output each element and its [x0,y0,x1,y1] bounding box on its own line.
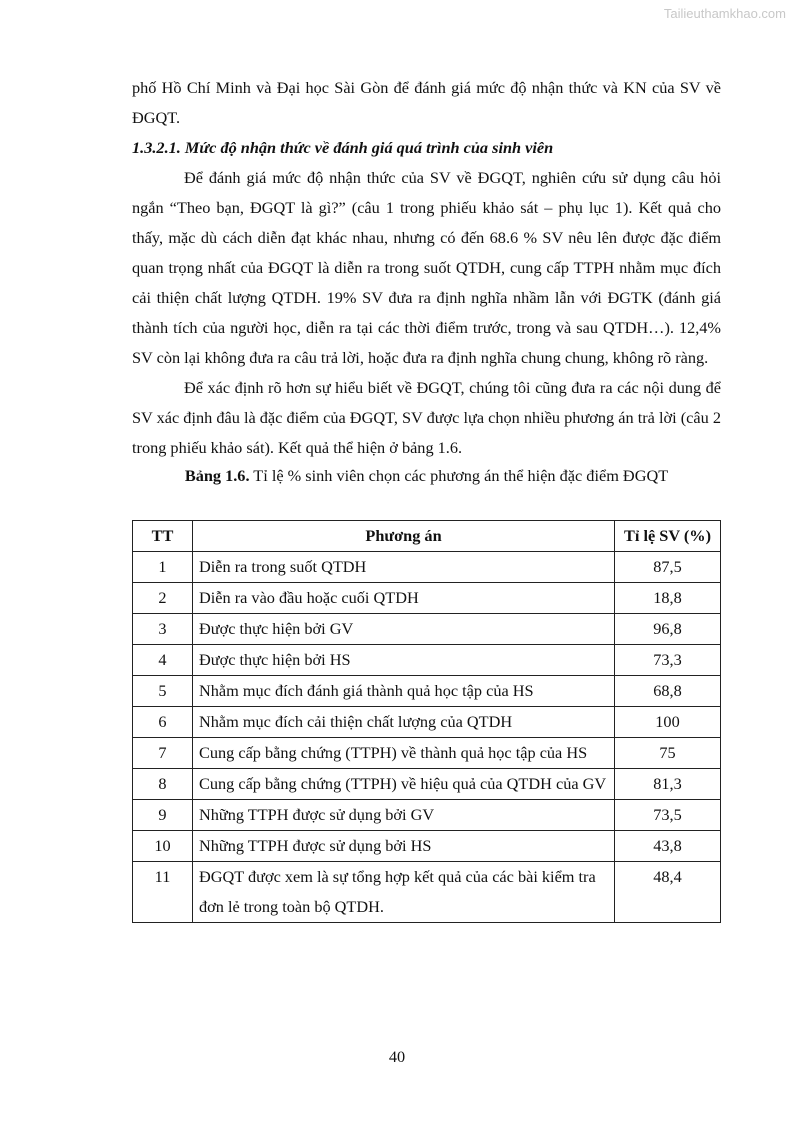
caption-text: Tỉ lệ % sinh viên chọn các phương án thể hiện đặc điểm ĐGQT [249,466,669,485]
cell-tt: 7 [133,738,193,769]
cell-option: Được thực hiện bởi HS [193,645,615,676]
cell-tt: 3 [133,614,193,645]
results-table [132,520,721,923]
cell-rate: 48,4 [615,862,721,923]
section-heading: 1.3.2.1. Mức độ nhận thức về đánh giá quá trình của sinh viên [132,138,554,157]
cell-tt: 2 [133,583,193,614]
table-row [133,769,721,800]
cell-rate: 68,8 [615,676,721,707]
cell-tt: 4 [133,645,193,676]
cell-tt: 10 [133,831,193,862]
table-row [133,800,721,831]
cell-rate: 81,3 [615,769,721,800]
table-row [133,645,721,676]
table-row [133,862,721,923]
table-row [133,831,721,862]
table-row [133,738,721,769]
cell-tt: 1 [133,552,193,583]
table-row [133,707,721,738]
cell-option: ĐGQT được xem là sự tổng hợp kết quả của các bài kiểm tra đơn lẻ trong toàn bộ QTDH. [193,862,615,923]
cell-option: Được thực hiện bởi GV [193,614,615,645]
cell-rate: 43,8 [615,831,721,862]
table-header-row [133,521,721,552]
cell-option: Diễn ra vào đầu hoặc cuối QTDH [193,583,615,614]
cell-option: Diễn ra trong suốt QTDH [193,552,615,583]
cell-rate: 96,8 [615,614,721,645]
cell-option: Cung cấp bằng chứng (TTPH) về hiệu quả của QTDH của GV [193,769,615,800]
paragraph-1: Để đánh giá mức độ nhận thức của SV về ĐGQT, nghiên cứu sử dụng câu hỏi ngắn “Theo bạn, ĐGQT là gì?” (câu 1 trong phiếu khảo sát – phụ lục 1). Kết quả cho thấy, mặc dù cách diễn đạt khác nhau, nhưng có đến 68.6 % SV nêu lên được đặc điểm quan trọng nhất của ĐGQT là diễn ra trong suốt QTDH, cung cấp TTPH nhằm mục đích cải thiện chất lượng QTDH. 19% SV đưa ra định nghĩa nhầm lẫn với ĐGTK (đánh giá thành tích của người học, diễn ra tại các thời điểm trước, trong và sau QTDH…). 12,4% SV còn lại không đưa ra câu trả lời, hoặc đưa ra định nghĩa chung chung, không rõ ràng. [132,168,721,367]
cell-rate: 87,5 [615,552,721,583]
table-row [133,676,721,707]
paragraph-intro: phố Hồ Chí Minh và Đại học Sài Gòn để đánh giá mức độ nhận thức và KN của SV về ĐGQT. [132,78,721,127]
cell-tt: 8 [133,769,193,800]
cell-tt: 11 [133,862,193,923]
cell-option: Cung cấp bằng chứng (TTPH) về thành quả học tập của HS [193,738,615,769]
page-number: 40 [388,1047,406,1066]
table-row [133,583,721,614]
paragraph-2: Để xác định rõ hơn sự hiểu biết về ĐGQT, chúng tôi cũng đưa ra các nội dung để SV xác định đâu là đặc điểm của ĐGQT, SV được lựa chọn nhiều phương án trả lời (câu 2 trong phiếu khảo sát). Kết quả thể hiện ở bảng 1.6. [132,378,721,457]
cell-option: Nhằm mục đích đánh giá thành quả học tập của HS [193,676,615,707]
cell-rate: 18,8 [615,583,721,614]
table-row [133,552,721,583]
header-option: Phương án [193,521,615,552]
cell-option: Những TTPH được sử dụng bởi GV [193,800,615,831]
header-rate: Tỉ lệ SV (%) [615,521,721,552]
table-caption [132,461,721,491]
table-row [133,614,721,645]
cell-tt: 9 [133,800,193,831]
cell-rate: 73,3 [615,645,721,676]
caption-label: Bảng 1.6. [184,466,250,485]
cell-tt: 5 [133,676,193,707]
header-tt: TT [133,521,193,552]
cell-tt: 6 [133,707,193,738]
document-body [132,73,721,491]
cell-option: Những TTPH được sử dụng bởi HS [193,831,615,862]
cell-rate: 73,5 [615,800,721,831]
watermark: Tailieuthamkhao.com [663,6,786,21]
cell-option: Nhằm mục đích cải thiện chất lượng của QTDH [193,707,615,738]
cell-rate: 100 [615,707,721,738]
cell-rate: 75 [615,738,721,769]
